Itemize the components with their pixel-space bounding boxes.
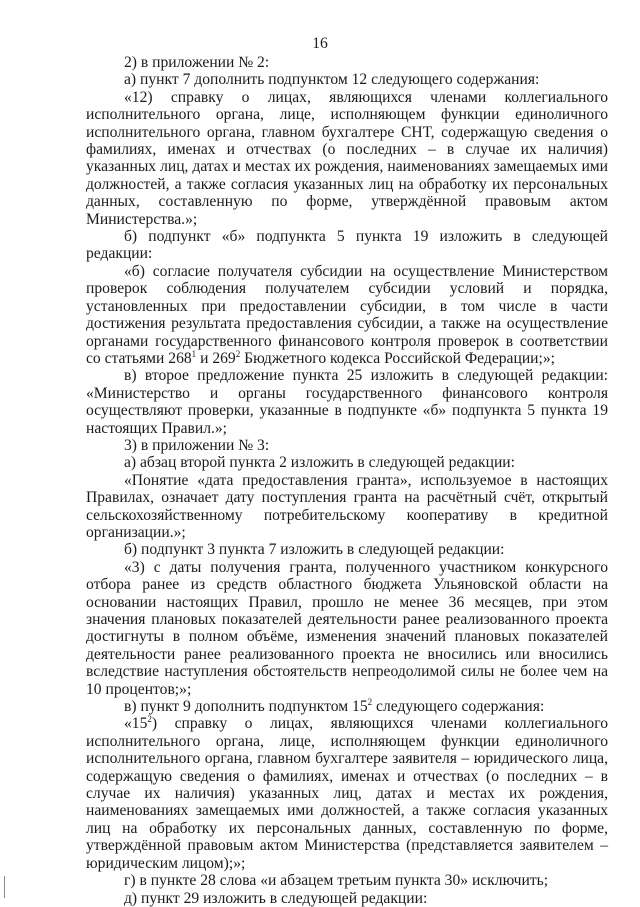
paragraph-item-7: а) пункт 7 дополнить подпунктом 12 следующего содержания: bbox=[124, 71, 540, 89]
paragraph-consent-b bbox=[86, 263, 608, 367]
paragraph-item-29: д) пункт 29 изложить в следующей редакции: bbox=[124, 889, 428, 907]
paragraph-item-9 bbox=[86, 698, 608, 715]
paragraph-grant-date: «Понятие «дата предоставления гранта», используемое в настоящих Правилах, означает дату поступления гранта на расчётный счёт, открытый сельскохозяйственному потребительскому кооперативу в кредитной организации.»; bbox=[86, 471, 608, 541]
consent-text-b: и 269 bbox=[196, 349, 236, 367]
paragraph-appendix-2: 2) в приложении № 2: bbox=[124, 54, 270, 71]
paragraph-grant-conditions: «3) с даты получения гранта, полученного участником конкурсного отбора ранее из средств областного бюджета Ульяновской области на основании настоящих Правил, прошло не менее 36 месяцев, при этом значения плановых показателей деятельности ранее реализованного проекта достигнуты в полном объёме, изменения значений плановых показателей деятельности ранее реализованного проекта не вносились или вносились вследствие наступления обстоятельств непреодолимой силы не более чем на 10 процентов;»; bbox=[86, 558, 608, 698]
item-9-text-b: следующего содержания: bbox=[372, 698, 545, 716]
page-number: 16 bbox=[312, 35, 328, 52]
item-9-text-a: в) пункт 9 дополнить подпунктом 15 bbox=[124, 698, 368, 716]
subitem-15-sup: 2 bbox=[147, 714, 152, 725]
consent-sup-2: 2 bbox=[235, 348, 241, 359]
subitem-15-text-b: ) справку о лицах, являющихся членами коллегиального исполнительного органа, лице, исполняющем функции единоличного исполнительного органа, главном бухгалтере заявителя – юридического лица, содержащую сведения о фамилиях, именах и отчествах (о последних – в случае их наличия) указанных лиц, датах и местах их рождения, наименованиях замещаемых ими должностей, а также согласия указанных лиц на обработку их персональных данных, составленную по форме, утверждённой правовым актом Министерства (представляется заявителем – юридическим лицом);»; bbox=[86, 715, 608, 872]
paragraph-item-28: г) в пункте 28 слова «и абзацем третьим пункта 30» исключить; bbox=[124, 872, 549, 890]
paragraph-appendix-3: 3) в приложении № 3: bbox=[124, 436, 270, 454]
paragraph-subitem-12: «12) справку о лицах, являющихся членами коллегиального исполнительного органа, лице, исполняющем функции единоличного исполнительного органа, главном бухгалтере СНТ, содержащую сведения о фамилиях, именах и отчествах (о последних – в случае их наличия) указанных лиц, датах и местах их рождения, наименованиях замещаемых ими должностей, а также согласия указанных лиц на обработку их персональных данных, составленную по форме, утверждённой правовым актом Министерства.»; bbox=[86, 88, 608, 228]
paragraph-subitem-3: б) подпункт 3 пункта 7 изложить в следующей редакции: bbox=[124, 541, 505, 559]
consent-text-a: «б) согласие получателя субсидии на осуществление Министерством проверок соблюдения получателем субсидии условий и порядка, установленных при предоставлении субсидии, в том числе в части достижения результата предоставления субсидии, а также на осуществление органами государственного финансового контроля проверок в соответствии со статьями 268 bbox=[86, 262, 608, 367]
consent-sup-1: 1 bbox=[191, 348, 197, 359]
scan-edge-mark bbox=[4, 876, 5, 898]
paragraph-item-2: а) абзац второй пункта 2 изложить в следующей редакции: bbox=[124, 454, 515, 472]
paragraph-subitem-15-2 bbox=[86, 715, 608, 872]
consent-text-c: Бюджетного кодекса Российской Федерации;»; bbox=[240, 349, 555, 367]
subitem-15-text-a: «15 bbox=[124, 715, 148, 733]
item-9-sup: 2 bbox=[367, 697, 373, 708]
paragraph-subitem-b: б) подпункт «б» подпункта 5 пункта 19 изложить в следующей редакции: bbox=[86, 228, 608, 263]
paragraph-item-25: в) второе предложение пункта 25 изложить в следующей редакции: «Министерство и органы государственного финансового контроля осуществляют проверки, указанные в подпункте «б» подпункта 5 пункта 19 настоящих Правил.»; bbox=[86, 367, 608, 437]
document-body bbox=[86, 54, 608, 907]
